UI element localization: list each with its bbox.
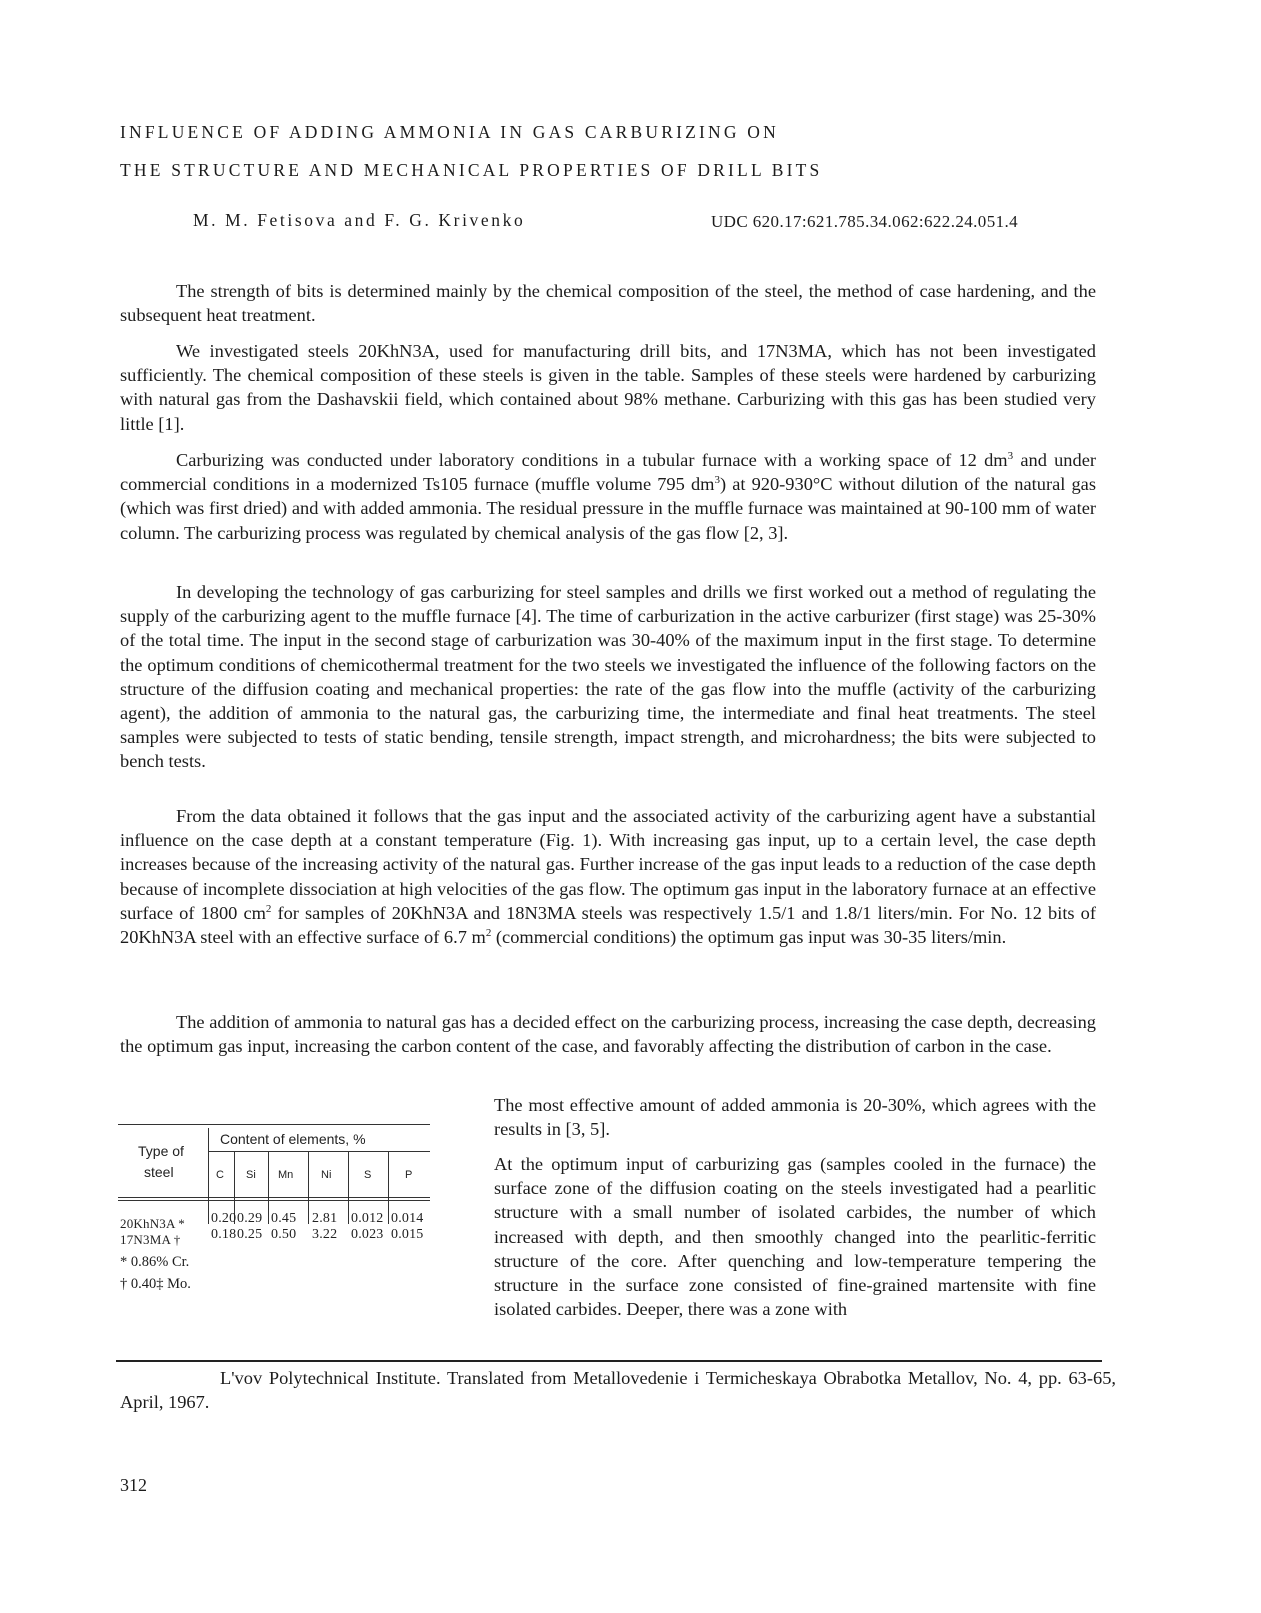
table-cell: 2.81 — [312, 1211, 338, 1226]
footer-rule — [116, 1360, 1102, 1362]
paragraph-7: The most effective amount of added ammonia is 20-30%, which agrees with the results in [3, 5]. — [494, 1095, 1096, 1140]
column-header-si: Si — [246, 1169, 256, 1181]
paragraph-1: The strength of bits is determined mainly by the chemical composition of the steel, the method of case hardening, and the subsequent heat treatment. — [120, 281, 1096, 326]
footer-affiliation: L'vov Polytechnical Institute. Translated from Metallovedenie i Termicheskaya Obrabotka Metallov, No. 4, pp. 63-65, April, 1967. — [120, 1368, 1116, 1412]
paragraph-2: We investigated steels 20KhN3A, used for manufacturing drill bits, and 17N3MA, which has not been investigated sufficiently. The chemical composition of these steels is given in the table. Samples of these steels were hardened by carburizing with natural gas from the Dashavskii field, which contained about 98% methane. Carburizing with this gas has been studied very little [1]. — [120, 341, 1096, 434]
column-header-mn: Mn — [278, 1169, 294, 1181]
table-cell: 0.014 — [391, 1211, 424, 1226]
table-cell: 0.25 — [237, 1227, 263, 1242]
column-header-c: C — [216, 1169, 224, 1181]
paragraph-8: At the optimum input of carburizing gas (samples cooled in the furnace) the surface zone of the diffusion coating on the steels investigated had a pearlitic structure with a small number of isolated carbides, the number of which increased with depth, and then smoothly changed into the pearlitic-ferritic structure of the core. After quenching and low-temperature tempering the structure in the surface zone consisted of fine-grained martensite with fine isolated carbides. Deeper, there was a zone with — [494, 1154, 1096, 1320]
paragraph-3: Carburizing was conducted under laboratory conditions in a tubular furnace with a working space of 12 $dm^3$ and under commercial conditions in a modernized Ts105 furnace (muffle volume 795 $dm^3$) at 920-930°C without dilution of the natural gas (which was first dried) and with added ammonia. The residual pressure in the muffle furnace was maintained at 90-100 mm of water column. The carburizing process was regulated by chemical analysis of the gas flow [2, 3]. — [120, 450, 1096, 543]
table-cell: 0.45 — [271, 1211, 297, 1226]
table-row-steel: 17N3MA † — [120, 1232, 181, 1247]
column-header-ni: Ni — [321, 1169, 332, 1181]
authors: M. M. Fetisova and F. G. Krivenko — [193, 210, 526, 230]
column-header-s: S — [364, 1169, 372, 1181]
table-cell: 0.20 — [211, 1211, 237, 1226]
title-line-2: THE STRUCTURE AND MECHANICAL PROPERTIES OF DRILL BITS — [120, 160, 823, 180]
udc-code: UDC 620.17:621.785.34.062:622.24.051.4 — [711, 212, 1019, 231]
paragraph-4: In developing the technology of gas carburizing for steel samples and drills we first worked out a method of regulating the supply of the carburizing agent to the muffle furnace [4]. The time of carburization in the active carburizer (first stage) was 25-30% of the total time. The input in the second stage of carburization was 30-40% of the maximum input in the first stage. To determine the optimum conditions of chemicothermal treatment for the two steels we investigated the influence of the following factors on the structure of the diffusion coating and mechanical properties: the rate of the gas flow into the muffle (activity of the carburizing agent), the addition of ammonia to the natural gas, the carburizing time, the intermediate and final heat treatments. The steel samples were subjected to tests of static bending, tensile strength, impact strength, and microhardness; the bits were subjected to bench tests. — [120, 582, 1096, 772]
table-footnote-2: † 0.40‡ Mo. — [120, 1276, 191, 1292]
page-number: 312 — [120, 1475, 147, 1495]
paragraph-5: From the data obtained it follows that the gas input and the associated activity of the carburizing agent have a substantial influence on the case depth at a constant temperature (Fig. 1). With increasing gas input, up to a certain level, the case depth increases because of the increasing activity of the natural gas. Further increase of the gas input leads to a reduction of the case depth because of incomplete dissociation at high velocities of the gas flow. The optimum gas input in the laboratory furnace at an effective surface of 1800 $cm^2$ for samples of 20KhN3A and 18N3MA steels was respectively 1.5/1 and 1.8/1 liters/min. For No. 12 bits of 20KhN3A steel with an effective surface of 6.7 $m^2$ (commercial conditions) the optimum gas input was 30-35 liters/min. — [120, 806, 1096, 948]
table-footnote-1: * 0.86% Cr. — [120, 1254, 190, 1270]
row-header-line-1: Type of — [138, 1143, 184, 1159]
table-cell: 0.012 — [351, 1211, 384, 1226]
table-row-steel: 20KhN3A * — [120, 1216, 185, 1231]
table-cell: 3.22 — [312, 1227, 338, 1242]
column-group-header: Content of elements, % — [220, 1131, 366, 1147]
table-cell: 0.50 — [271, 1227, 297, 1242]
table-cell: 0.015 — [391, 1227, 424, 1242]
table-cell: 0.18 — [211, 1227, 237, 1242]
row-header-line-2: steel — [144, 1164, 174, 1180]
column-header-p: P — [405, 1169, 413, 1181]
table-cell: 0.29 — [237, 1211, 263, 1226]
title-line-1: INFLUENCE OF ADDING AMMONIA IN GAS CARBURIZING ON — [120, 122, 779, 142]
paragraph-6: The addition of ammonia to natural gas has a decided effect on the carburizing process, increasing the case depth, decreasing the optimum gas input, increasing the carbon content of the case, and favorably affecting the distribution of carbon in the case. — [120, 1012, 1096, 1057]
table-cell: 0.023 — [351, 1227, 384, 1242]
